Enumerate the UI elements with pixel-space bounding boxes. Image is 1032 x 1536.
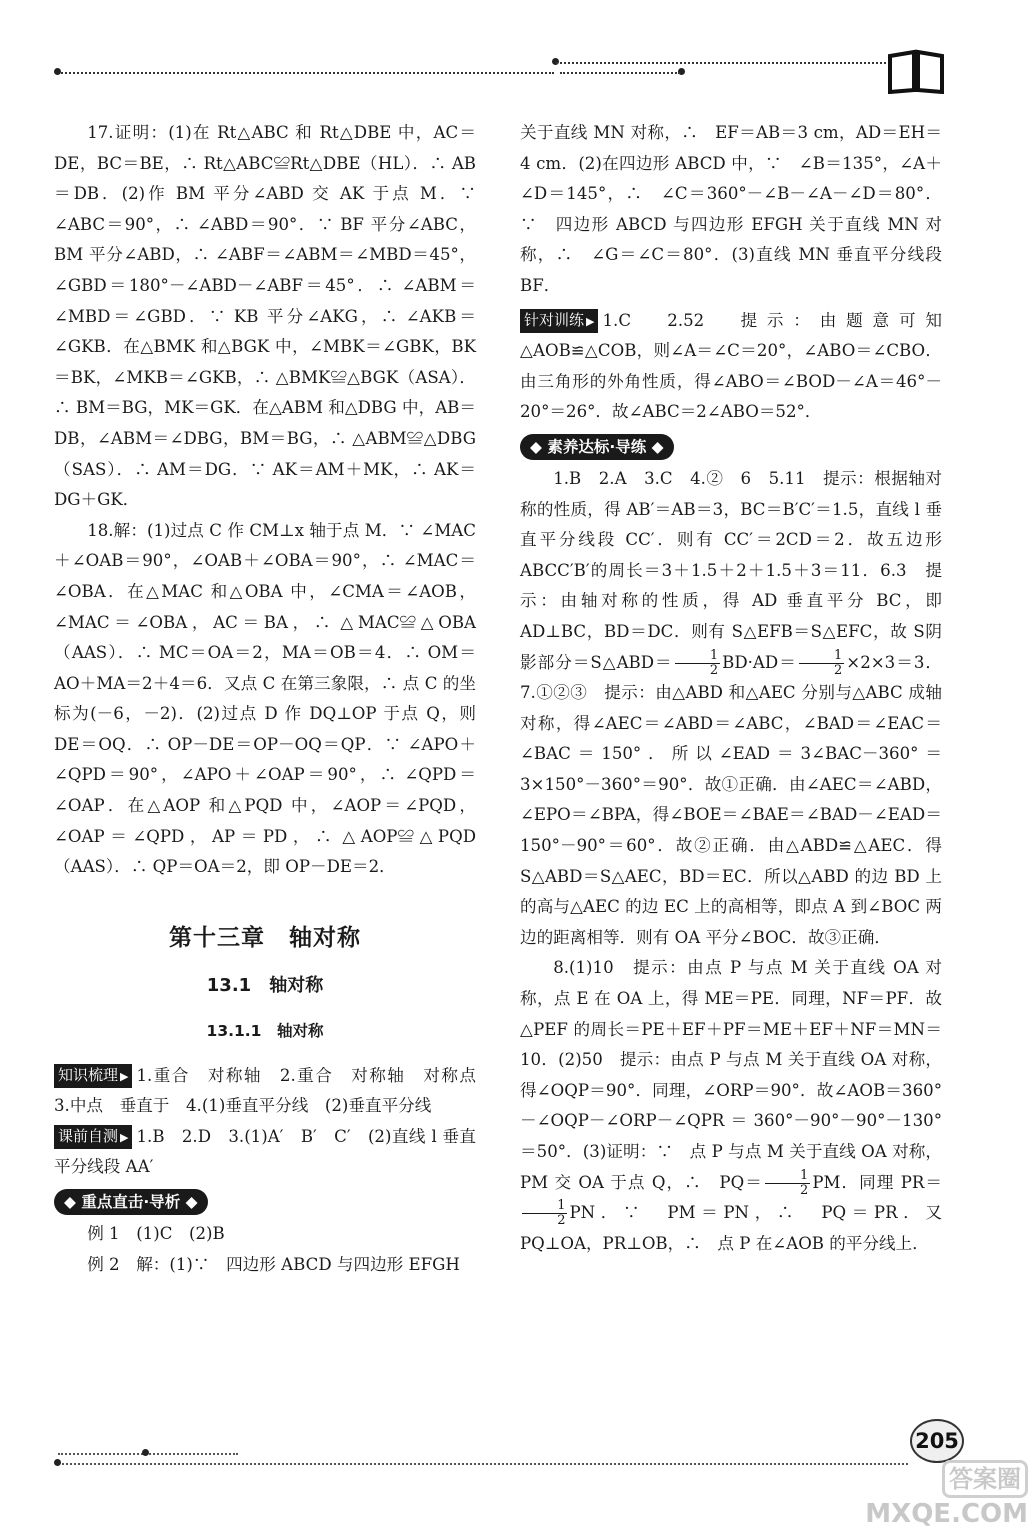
footer-dot <box>142 1449 149 1456</box>
example-2: 例 2 解：(1)∵ 四边形 ABCD 与四边形 EFGH <box>87 1254 460 1274</box>
answer-8: 8.(1)10 提示：由点 P 与点 M 关于直线 OA 对称，点 E 在 OA 上，得 ME＝PE．同理，NF＝PF．故△PEF 的周长＝PE＋EF＋PF＝ME＋EF＋NF＝MN＝10．(2)50 提示：由点 P 与点 M 关于直线 OA 对称，得∠OQP＝90°．同理，∠ORP＝90°．故∠AOB＝360°－∠OQP－∠ORP－∠QPR＝360°－90°－90°－130°＝50°．(3)证明：∵ 点 P 与点 M 关于直线 OA 对称，PM 交 OA 于点 Q，∴ PQ＝ $\frac{1}{2}$ PM．同理 PR＝ $\frac{1}{2}$ PN．∵ PM＝PN，∴ PQ＝PR．又 PQ⊥OA，PR⊥OB，∴ 点 P 在∠AOB 的平分线上． <box>520 958 942 1253</box>
example-1: 例 1 (1)C (2)B <box>87 1224 225 1243</box>
answer-17: 17.证明：(1)在 Rt△ABC 和 Rt△DBE 中，AC＝DE，BC＝BE，∴ Rt△ABC≌Rt△DBE（HL）．∴ AB＝DB．(2)作 BM 平分∠ABD 交 AK 于点 M．∵ ∠ABC＝90°，∴ ∠ABD＝90°．∵ BF 平分∠ABC，BM 平分∠ABD，∴ ∠ABF＝∠ABM＝∠MBD＝45°，∠GBD＝180°－∠ABD－∠ABF＝45°．∴ ∠ABM＝∠MBD＝∠GBD．∵ KB 平分∠AKG，∴ ∠AKB＝∠GKB．在△BMK 和△BGK 中，∠MBK＝∠GBK，BK＝BK，∠MKB＝∠GKB，∴ △BMK≌△BGK（ASA）．∴ BM＝BG，MK＝GK．在△ABM 和△DBG 中，AB＝DB，∠ABM＝∠DBG，BM＝BG，∴ △ABM≌△DBG（SAS）．∴ AM＝DG．∵ AK＝AM＋MK，∴ AK＝DG＋GK． <box>54 123 476 510</box>
footer-dot <box>54 1459 61 1466</box>
chapter-title: 第十三章 轴对称 <box>169 924 361 951</box>
book-icon <box>886 46 946 94</box>
targeted-training-tag: 针对训练 ▶ <box>520 309 598 333</box>
fraction: $\frac{1}{2}$ <box>675 649 720 678</box>
answer-18: 18.解：(1)过点 C 作 CM⊥x 轴于点 M．∵ ∠MAC＋∠OAB＝90°，∠OAB＋∠OBA＝90°，∴ ∠MAC＝∠OBA．在△MAC 和△OBA 中，∠CMA＝∠AOB，∠MAC＝∠OBA，AC＝BA，∴ △MAC≌△OBA（AAS）．∴ MC＝OA＝2，MA＝OB＝4．∴ OM＝AO＋MA＝2＋4＝6．又点 C 在第三象限，∴ 点 C 的坐标为(－6，－2)．(2)过点 D 作 DQ⊥OP 于点 Q，则 DE＝OQ．∴ OP－DE＝OP－OQ＝QP．∵ ∠APO＋∠QPD＝90°，∠APO＋∠OAP＝90°，∴ ∠QPD＝∠OAP．在△AOP 和△PQD 中，∠AOP＝∠PQD，∠OAP＝∠QPD，AP＝PD，∴ △AOP≌△PQD（AAS）．∴ QP＝OA＝2，即 OP－DE＝2． <box>54 520 476 877</box>
header-dotted-line <box>556 62 886 64</box>
right-column <box>520 118 942 1259</box>
footer-dotted-line <box>58 1463 908 1465</box>
watermark <box>852 1460 1028 1532</box>
watermark-url: MXQE.COM <box>865 1499 1028 1529</box>
page-number: 205 <box>910 1419 964 1463</box>
knowledge-review-tag: 知识梳理 ▶ <box>54 1064 132 1088</box>
targeted-training <box>520 306 942 428</box>
header-dot <box>54 68 61 75</box>
literacy-banner: ◆ 素养达标·导练 ◆ <box>520 434 674 460</box>
header-dotted-line <box>58 72 554 74</box>
section-title: 13.1 轴对称 <box>206 975 324 997</box>
knowledge-review-text: 1.重合 对称轴 2.重合 对称轴 对称点 3.中点 垂直于 4.(1)垂直平分线 (2)垂直平分线 <box>54 1065 493 1116</box>
pre-class-test <box>54 1122 476 1183</box>
watermark-logo: 答案圈 <box>942 1460 1028 1498</box>
pre-class-test-text: 1.B 2.D 3.(1)A′ B′ C′ (2)直线 l 垂直平分线段 AA′ <box>54 1126 476 1177</box>
knowledge-review <box>54 1061 493 1122</box>
key-points-banner: ◆ 重点直击·导析 ◆ <box>54 1189 208 1215</box>
subsection-title: 13.1.1 轴对称 <box>206 1022 324 1041</box>
fraction: $\frac{1}{2}$ <box>765 1169 810 1198</box>
fraction: $\frac{1}{2}$ <box>799 649 844 678</box>
header-dotted-line <box>560 72 680 74</box>
example-2-continued: 关于直线 MN 对称，∴ EF＝AB＝3 cm，AD＝EH＝4 cm．(2)在四边形 ABCD 中，∵ ∠B＝135°，∠A＋∠D＝145°，∴ ∠C＝360°－∠B－∠A－∠D＝80°．∵ 四边形 ABCD 与四边形 EFGH 关于直线 MN 对称，∴ ∠G＝∠C＝80°．(3)直线 MN 垂直平分线段 BF． <box>520 123 942 295</box>
left-column <box>54 118 493 1280</box>
targeted-training-text: 1.C 2.52 提示：由题意可知△AOB≌△COB，则∠A＝∠C＝20°，∠ABO＝∠CBO．由三角形的外角性质，得∠ABO＝∠BOD－∠A＝46°－20°＝26°．故∠ABC＝2∠ABO＝52°． <box>520 310 942 422</box>
pre-class-test-tag: 课前自测 ▶ <box>54 1125 132 1149</box>
fraction: $\frac{1}{2}$ <box>522 1199 567 1228</box>
answers-1-7: 1.B 2.A 3.C 4.② 6 5.11 提示：根据轴对称的性质，得 AB′＝AB＝3，BC＝B′C′＝1.5，直线 l 垂直平分线段 CC′．则有 CC′＝2CD＝2．故五边形 ABCC′B′的周长＝3＋1.5＋2＋1.5＋3＝11．6.3 提示：由轴对称的性质，得 AD 垂直平分 BC，即 AD⊥BC，BD＝DC．则有 S△EFB＝S△EFC，故 S阴影部分＝S△ABD＝ $\frac{1}{2}$ BD·AD＝ $\frac{1}{2}$ ×2×3＝3．7.①②③ 提示：由△ABD 和△AEC 分别与△ABC 成轴对称，得∠AEC＝∠ABD＝∠ABC，∠BAD＝∠EAC＝∠BAC＝150°．所以∠EAD＝3∠BAC－360°＝3×150°－360°＝90°．故①正确．由∠AEC＝∠ABD，∠EPO＝∠BPA，得∠BOE＝∠BAE＝∠BAD－∠EAD＝150°－90°＝60°．故②正确．由△ABD≌△AEC．得 S△ABD＝S△AEC，BD＝EC．所以△ABD 的边 BD 上的高与△AEC 的边 EC 上的高相等，即点 A 到∠BOC 两边的距离相等．则有 OA 平分∠BOC．故③正确． <box>520 468 942 947</box>
